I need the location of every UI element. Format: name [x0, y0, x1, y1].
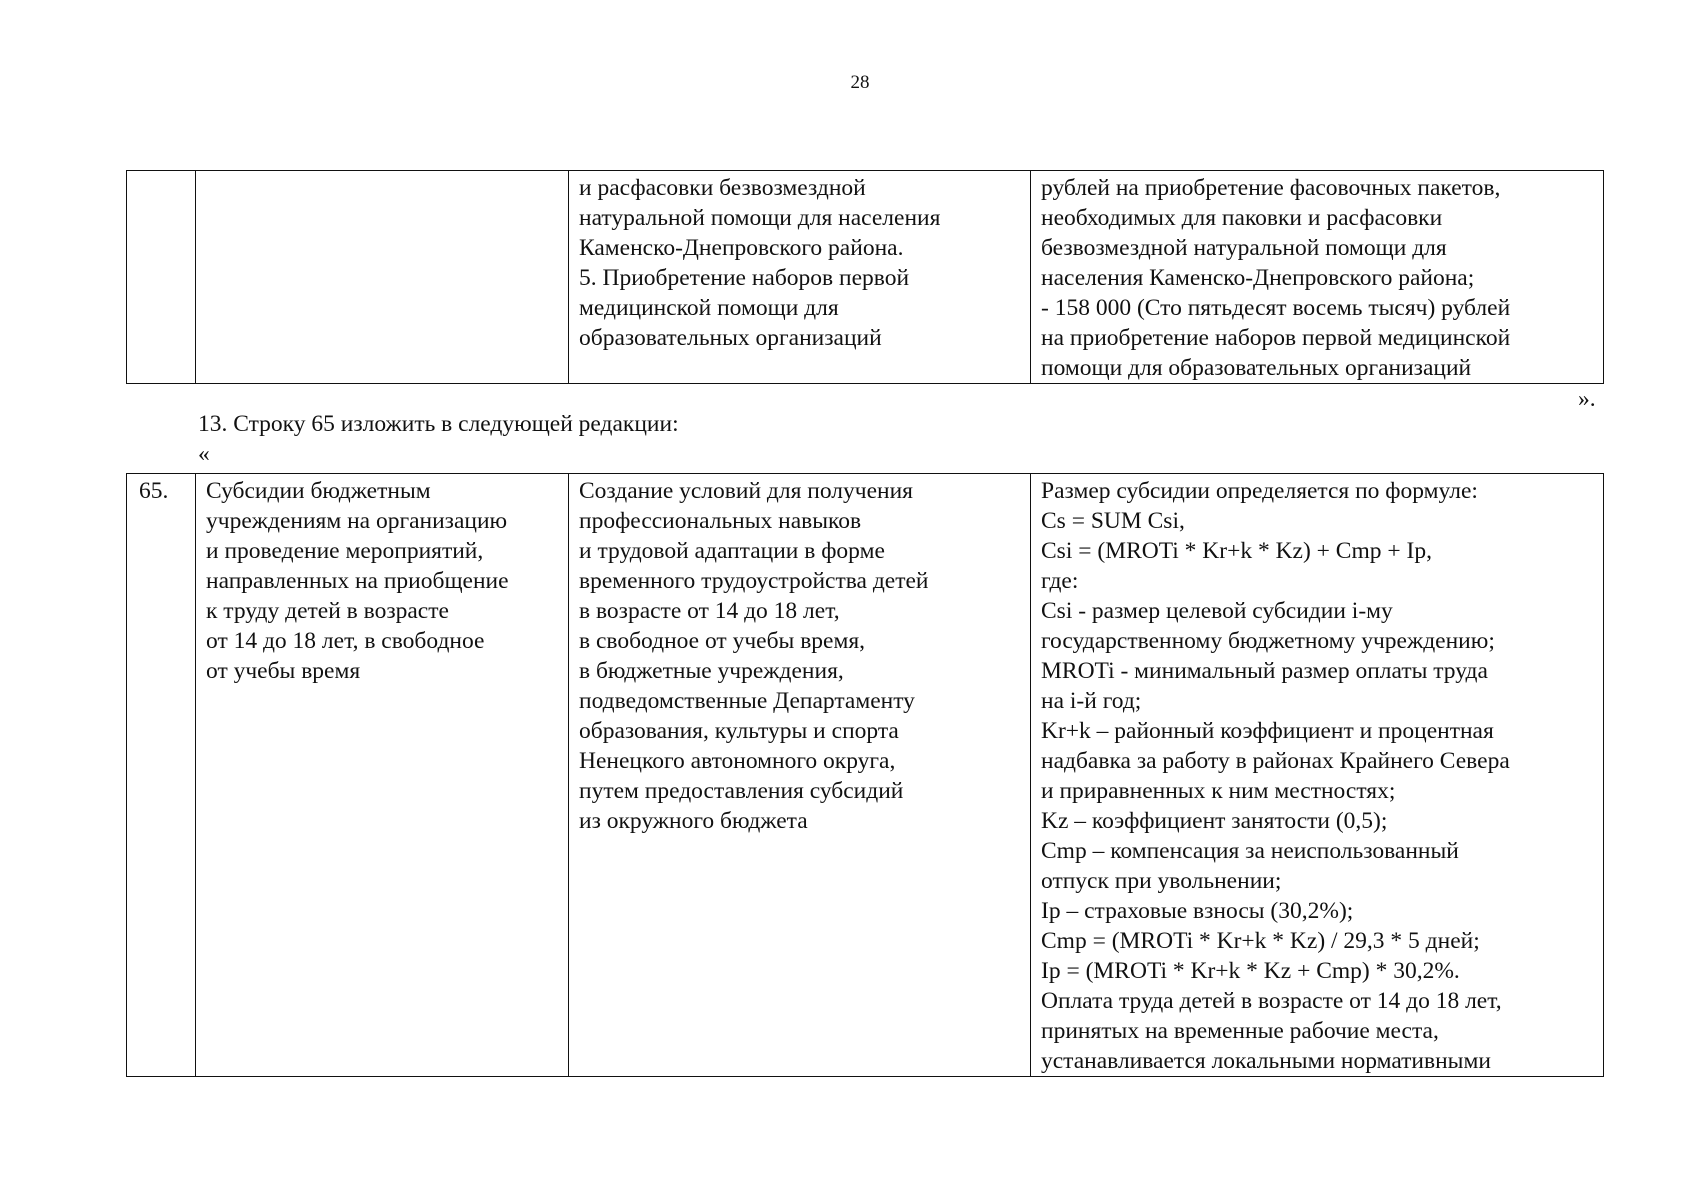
text-line: образования, культуры и спорта	[579, 718, 899, 744]
text-line: где:	[1041, 568, 1079, 594]
table-row	[127, 171, 1604, 384]
text-line: подведомственные Департаменту	[579, 688, 915, 714]
text-line: медицинской помощи для	[579, 295, 839, 321]
text-line: Cmp – компенсация за неиспользованный	[1041, 838, 1459, 864]
text-line: от 14 до 18 лет, в свободное	[206, 628, 485, 654]
text-line: Csi - размер целевой субсидии i-му	[1041, 598, 1393, 624]
text-line: Kz – коэффициент занятости (0,5);	[1041, 808, 1388, 834]
text-line: MROTi - минимальный размер оплаты труда	[1041, 658, 1488, 684]
text-line: в свободное от учебы время,	[579, 628, 866, 654]
goal-cell	[569, 474, 1031, 1077]
subsidy-size-cell	[1031, 474, 1604, 1077]
text-line: 5. Приобретение наборов первой	[579, 265, 910, 291]
text-line: образовательных организаций	[579, 325, 882, 351]
goal-cell	[569, 171, 1031, 384]
text-line: Cs = SUM Csi,	[1041, 508, 1185, 534]
text-line: рублей на приобретение фасовочных пакетов,	[1041, 175, 1501, 201]
text-line: натуральной помощи для населения	[579, 205, 941, 231]
name-cell	[196, 474, 569, 1077]
text-line: государственному бюджетному учреждению;	[1041, 628, 1495, 654]
text-line: надбавка за работу в районах Крайнего Севера	[1041, 748, 1510, 774]
text-line: Ip = (MROTi * Kr+k * Kz + Cmp) * 30,2%.	[1041, 958, 1460, 984]
text-line: безвозмездной натуральной помощи для	[1041, 235, 1447, 261]
text-line: от учебы время	[206, 658, 361, 684]
text-line: Kr+k – районный коэффициент и процентная	[1041, 718, 1494, 744]
amendment-instruction: 13. Строку 65 изложить в следующей редакции:	[198, 411, 679, 437]
text-line: и проведение мероприятий,	[206, 538, 484, 564]
text-line: учреждениям на организацию	[206, 508, 508, 534]
text-line: временного трудоустройства детей	[579, 568, 929, 594]
text-line: - 158 000 (Сто пятьдесят восемь тысяч) рублей	[1041, 295, 1511, 321]
row-65-table	[126, 473, 1604, 1077]
row-number-cell	[127, 171, 196, 384]
row-number-cell: 65.	[127, 474, 196, 1077]
text-line: Оплата труда детей в возрасте от 14 до 18 лет,	[1041, 988, 1502, 1014]
text-line: на i-й год;	[1041, 688, 1142, 714]
text-line: в бюджетные учреждения,	[579, 658, 844, 684]
opening-quote: «	[198, 441, 210, 467]
text-line: Субсидии бюджетным	[206, 478, 431, 504]
table-row	[127, 474, 1604, 1077]
text-line: направленных на приобщение	[206, 568, 509, 594]
text-line: из окружного бюджета	[579, 808, 808, 834]
continuation-table	[126, 170, 1604, 384]
text-line: путем предоставления субсидий	[579, 778, 904, 804]
text-line: Ip – страховые взносы (30,2%);	[1041, 898, 1354, 924]
text-line: и трудовой адаптации в форме	[579, 538, 885, 564]
text-line: к труду детей в возрасте	[206, 598, 449, 624]
text-line: необходимых для паковки и расфасовки	[1041, 205, 1443, 231]
text-line: и приравненных к ним местностях;	[1041, 778, 1396, 804]
text-line: Размер субсидии определяется по формуле:	[1041, 478, 1478, 504]
text-line: Csi = (MROTi * Kr+k * Kz) + Cmp + Ip,	[1041, 538, 1432, 564]
text-line: на приобретение наборов первой медицинской	[1041, 325, 1511, 351]
subsidy-size-cell	[1031, 171, 1604, 384]
text-line: отпуск при увольнении;	[1041, 868, 1282, 894]
text-line: Cmp = (MROTi * Kr+k * Kz) / 29,3 * 5 дней;	[1041, 928, 1480, 954]
text-line: населения Каменско-Днепровского района;	[1041, 265, 1475, 291]
text-line: устанавливается локальными нормативными	[1041, 1048, 1491, 1074]
page-number: 28	[850, 72, 870, 93]
text-line: принятых на временные рабочие места,	[1041, 1018, 1439, 1044]
text-line: в возрасте от 14 до 18 лет,	[579, 598, 840, 624]
text-line: Каменско-Днепровского района.	[579, 235, 904, 261]
text-line: и расфасовки безвозмездной	[579, 175, 866, 201]
text-line: помощи для образовательных организаций	[1041, 355, 1472, 381]
text-line: Создание условий для получения	[579, 478, 913, 504]
text-line: Ненецкого автономного округа,	[579, 748, 896, 774]
name-cell	[196, 171, 569, 384]
closing-quote: ».	[1578, 386, 1596, 412]
text-line: профессиональных навыков	[579, 508, 862, 534]
